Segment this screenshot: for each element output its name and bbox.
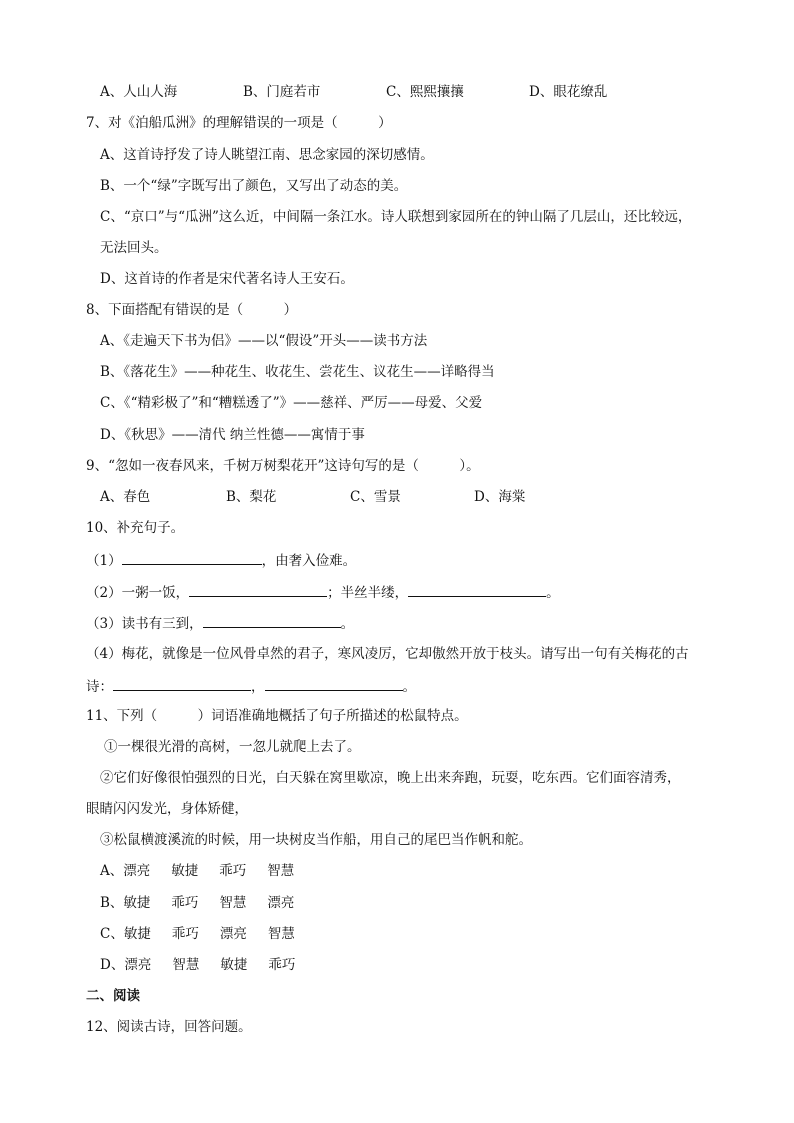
- q8-option-b: B、《落花生》——种花生、收花生、尝花生、议花生——详略得当: [100, 364, 495, 380]
- q7-option-a: A、这首诗抒发了诗人眺望江南、思念家园的深切感情。: [100, 147, 434, 163]
- q8-option-a: A、《走遍天下书为侣》——以“假设”开头——读书方法: [100, 333, 428, 349]
- q11-option-b-word-3: 智慧: [219, 895, 247, 911]
- q9-option-c: C、雪景: [350, 489, 401, 505]
- q9-stem: 9、“忽如一夜春风来，千树万树梨花开”这诗句写的是（ ）。: [86, 458, 480, 474]
- q10-s4-mid: ，: [251, 679, 265, 695]
- q10-s1-blank[interactable]: [122, 550, 262, 565]
- q10-s3-end: 。: [340, 616, 355, 632]
- q10-s2-end: 。: [546, 585, 560, 601]
- q9-option-d: D、海棠: [474, 489, 526, 505]
- q12-stem: 12、阅读古诗，回答问题。: [86, 1019, 252, 1035]
- q10-sentence-3: [86, 613, 354, 633]
- q8-option-c: C、《“精彩极了”和“糟糕透了”》——慈祥、严厉——母爱、父爱: [100, 395, 483, 411]
- q10-stem: 10、补充句子。: [86, 520, 185, 536]
- q11-option-a-word-3: 乖巧: [219, 863, 247, 879]
- q11-option-c-word-3: 漂亮: [219, 926, 247, 942]
- q10-s3-blank[interactable]: [203, 613, 341, 628]
- q10-s1-suffix: ，由奢入俭难。: [261, 553, 357, 569]
- q10-s4-blank-2[interactable]: [265, 676, 403, 691]
- q11-option-b-word-1: 敏捷: [123, 895, 151, 911]
- q10-s1-prefix: （1）: [86, 553, 122, 569]
- q10-sentence-4-line1: （4）梅花，就像是一位风骨卓然的君子，寒风凌厉，它却傲然开放于枝头。请写出一句有关梅花的古: [86, 646, 689, 662]
- q11-option-c-word-2: 乖巧: [171, 926, 199, 942]
- q11-sentence-2-line1: ②它们好像很怕强烈的日光，白天躲在窝里歇凉，晚上出来奔跑，玩耍，吃东西。它们面容清秀，: [100, 770, 681, 786]
- q11-option-d-word-4: 乖巧: [268, 957, 296, 973]
- q11-option-d-word-3: 敏捷: [220, 957, 248, 973]
- q11-stem: 11、下列（ ）词语准确地概括了句子所描述的松鼠特点。: [86, 708, 468, 724]
- q10-sentence-2: [86, 582, 560, 602]
- q11-sentence-3: ③松鼠横渡溪流的时候，用一块树皮当作船，用自己的尾巴当作帆和舵。: [100, 832, 532, 848]
- q11-option-b: [100, 894, 294, 912]
- q10-sentence-4-line2: [86, 676, 416, 696]
- q10-s3-prefix: （3）读书有三到，: [86, 616, 203, 632]
- q11-option-b-word-4: 漂亮: [267, 895, 295, 911]
- q7-option-c-line1: C、“京口”与“瓜洲”这么近，中间隔一条江水。诗人联想到家园所在的钟山隔了几层山，还比较远，: [100, 209, 692, 225]
- q11-option-c-label: C、: [100, 926, 124, 942]
- section-heading-reading: 二、阅读: [86, 988, 140, 1004]
- q9-option-a: A、春色: [100, 489, 151, 505]
- q7-option-c-line2: 无法回头。: [100, 240, 168, 256]
- q11-option-a: [100, 862, 294, 880]
- q11-option-a-word-4: 智慧: [267, 863, 295, 879]
- q11-option-d-word-1: 漂亮: [124, 957, 152, 973]
- q9-option-b: B、梨花: [226, 489, 277, 505]
- q10-s4-end: 。: [402, 679, 416, 695]
- q10-sentence-1: [86, 550, 356, 570]
- q10-s2-blank-1[interactable]: [189, 582, 327, 597]
- q7-option-b: B、一个“绿”字既写出了颜色，又写出了动态的美。: [100, 178, 408, 194]
- q10-s2-mid: ；半丝半缕，: [327, 585, 409, 601]
- q8-option-d: D、《秋思》——清代 纳兰性德——寓情于事: [100, 427, 365, 443]
- q11-option-b-word-2: 乖巧: [171, 895, 199, 911]
- q10-s4-blank-1[interactable]: [113, 676, 251, 691]
- q11-option-a-word-2: 敏捷: [171, 863, 199, 879]
- q11-option-c-word-4: 智慧: [267, 926, 295, 942]
- q6-option-d: D、眼花缭乱: [529, 84, 608, 100]
- q7-option-d: D、这首诗的作者是宋代著名诗人王安石。: [100, 271, 354, 287]
- q11-option-a-label: A、: [100, 863, 124, 879]
- q11-sentence-2-line2: 眼睛闪闪发光，身体矫健，: [86, 801, 248, 817]
- q6-option-b: B、门庭若市: [243, 84, 321, 100]
- q10-s2-prefix: （2）一粥一饭，: [86, 585, 190, 601]
- q11-option-a-word-1: 漂亮: [123, 863, 151, 879]
- q10-s4-prefix: 诗：: [86, 679, 113, 695]
- q7-stem: 7、对《泊船瓜洲》的理解错误的一项是（ ）: [86, 115, 392, 131]
- q11-option-d-word-2: 智慧: [172, 957, 200, 973]
- q8-stem: 8、下面搭配有错误的是（ ）: [86, 302, 298, 318]
- q11-sentence-1: ①一棵很光滑的高树，一忽儿就爬上去了。: [104, 739, 361, 755]
- q6-option-c: C、熙熙攘攘: [386, 84, 464, 100]
- q11-option-d-label: D、: [100, 957, 125, 973]
- q11-option-b-label: B、: [100, 895, 124, 911]
- q11-option-d: [100, 956, 295, 974]
- q11-option-c-word-1: 敏捷: [123, 926, 151, 942]
- q6-option-a: A、人山人海: [100, 84, 178, 100]
- q11-option-c: [100, 925, 295, 943]
- q10-s2-blank-2[interactable]: [408, 582, 546, 597]
